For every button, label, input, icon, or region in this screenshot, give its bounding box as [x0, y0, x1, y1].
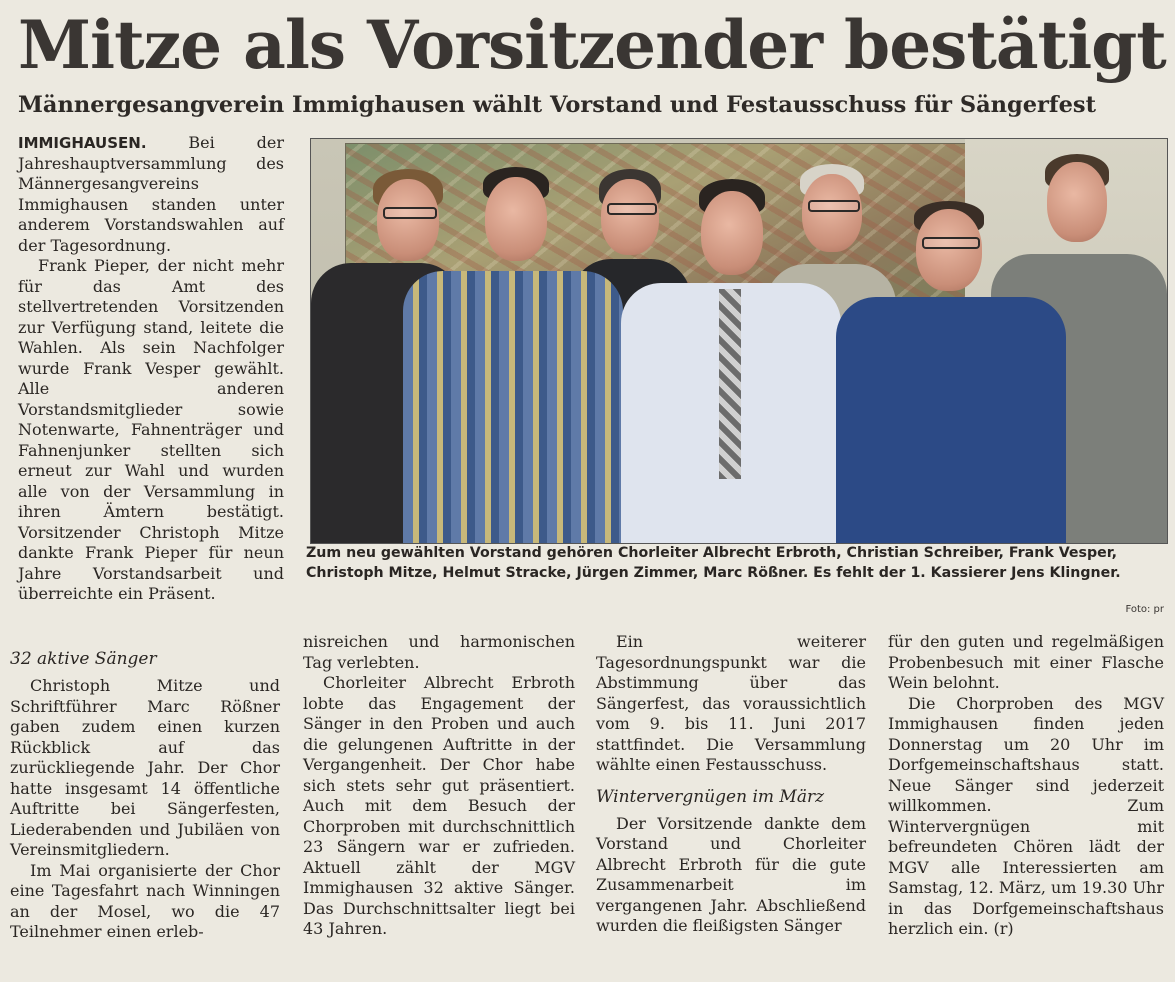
- paragraph: nisreichen und harmonischen Tag verlebten.: [303, 632, 575, 672]
- paragraph: Frank Pieper, der nicht mehr für das Amt des stellvertretenden Vorsitzenden zur Verfügung stand, leitete die Wahlen. Als sein Nachfolger wurde Frank Vesper gewählt. Alle anderen Vorstandsmitglieder sowie Notenwarte, Fahnenträger und Fahnenjunker stellten sich erneut zur Wahl und wurden alle von der Versammlung in ihren Ämtern bestätigt. Vorsitzender Christoph Mitze dankte Frank Pieper für neun Jahre Vorstandsarbeit und überreichte ein Präsent.: [18, 256, 284, 603]
- paragraph: Im Mai organisierte der Chor eine Tagesfahrt nach Winningen an der Mosel, wo die 47 Teilnehmer einen erleb-: [10, 860, 280, 941]
- section-subhead: 32 aktive Sänger: [10, 649, 157, 669]
- text-column-1-continued: [10, 638, 280, 943]
- person: [403, 167, 623, 543]
- paragraph: für den guten und regelmäßigen Probenbesuch mit einer Flasche Wein belohnt.: [888, 632, 1164, 692]
- text-column-2: [303, 632, 575, 940]
- paragraph: Der Vorsitzende dankte dem Vorstand und Chorleiter Albrecht Erbroth für die gute Zusammenarbeit im vergangenen Jahr. Abschließend wurden die fleißigsten Sänger: [596, 813, 866, 935]
- paragraph: Ein weiterer Tagesordnungspunkt war die Abstimmung über das Sängerfest, das voraussichtlich vom 9. bis 11. Juni 2017 stattfindet. Die Versammlung wählte einen Festausschuss.: [596, 632, 866, 774]
- paragraph: Die Chorproben des MGV Immighausen finden jeden Donnerstag um 20 Uhr im Dorfgemeinschaftshaus statt. Neue Sänger sind jederzeit willkommen. Zum Wintervergnügen mit befreundeten Chören lädt der MGV alle Interessierten am Samstag, 12. März, um 19.30 Uhr in das Dorfgemeinschaftshaus herzlich ein. (r): [888, 693, 1164, 938]
- group-photo: [310, 138, 1168, 544]
- paragraph: Chorleiter Albrecht Erbroth lobte das Engagement der Sänger in den Proben und auch die gelungenen Auftritte in der Vergangenheit. Der Chor habe sich stets sehr gut präsentiert. Auch mit dem Besuch der Chorproben mit durchschnittlich 23 Sängern war er zufrieden. Aktuell zählt der MGV Immighausen 32 aktive Sänger. Das Durchschnittsalter liegt bei 43 Jahren.: [303, 673, 575, 938]
- section-subhead: Wintervergnügen im März: [596, 786, 825, 807]
- article-headline: Mitze als Vorsitzender bestätigt: [18, 6, 1166, 84]
- person: [621, 179, 841, 543]
- text-column-3: [596, 632, 866, 937]
- photo-caption: Zum neu gewählten Vorstand gehören Chorleiter Albrecht Erbroth, Christian Schreiber, Frank Vesper, Christoph Mitze, Helmut Stracke, Jürgen Zimmer, Marc Rößner. Es fehlt der 1. Kassierer Jens Klingner.: [306, 545, 1121, 581]
- paragraph: [18, 133, 284, 256]
- person: [836, 201, 1066, 543]
- dateline: IMMIGHAUSEN.: [18, 134, 147, 152]
- paragraph-text: Bei der Jahreshauptversammlung des Männergesangvereins Immighausen standen unter anderem Vorstandswahlen auf der Tagesordnung.: [18, 133, 284, 255]
- text-column-4: [888, 632, 1164, 940]
- text-column-1: [18, 133, 284, 605]
- article-subheadline: Männergesangverein Immighausen wählt Vorstand und Festausschuss für Sängerfest: [18, 92, 1096, 118]
- paragraph: Christoph Mitze und Schriftführer Marc Rößner gaben zudem einen kurzen Rückblick auf das zurückliegende Jahr. Der Chor hatte insgesamt 14 öffentliche Auftritte bei Sängerfesten, Liederabenden und Jubiläen von Vereinsmitgliedern.: [10, 676, 280, 859]
- photo-credit: Foto: pr: [1125, 604, 1164, 615]
